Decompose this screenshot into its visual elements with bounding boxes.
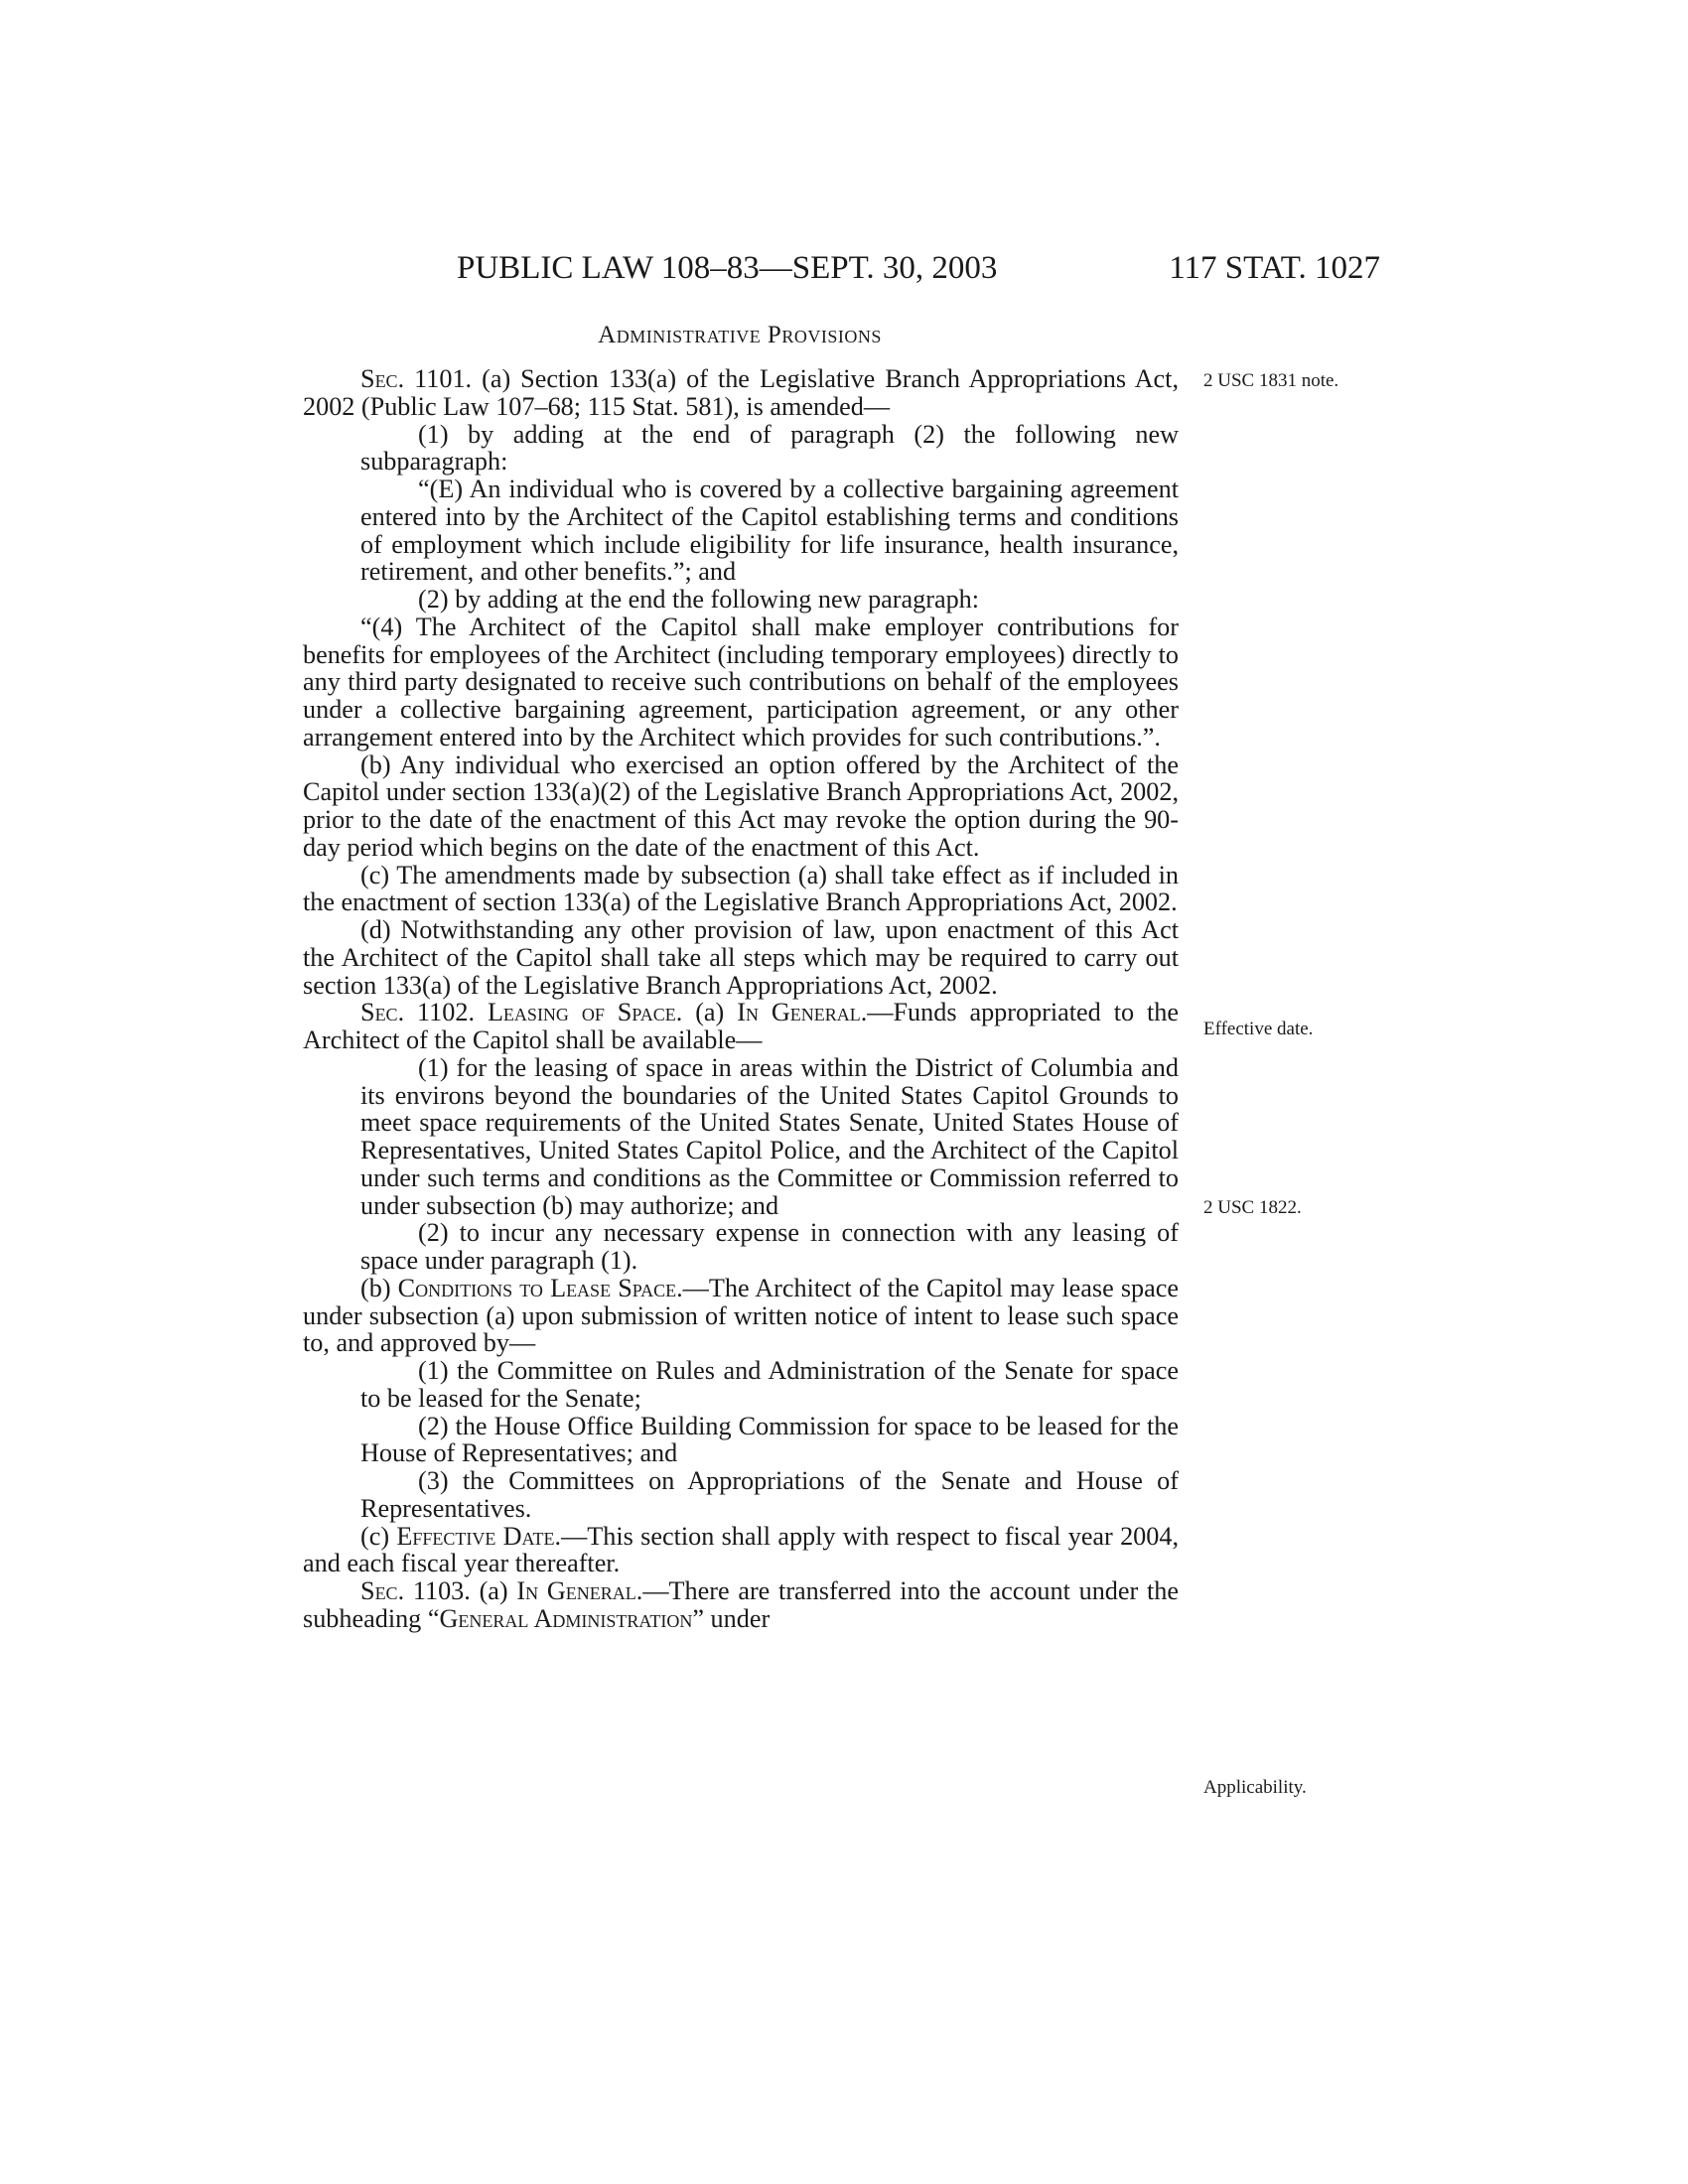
section-heading: Administrative Provisions <box>598 322 882 348</box>
sec-number: 1102. <box>404 998 488 1027</box>
sec-label: Sec. <box>360 364 405 393</box>
sec-1103-a-text-end: ” under <box>692 1603 771 1633</box>
margin-note-usc-1822: 2 USC 1822. <box>1203 1197 1302 1218</box>
margin-note-effective-date: Effective date. <box>1203 1019 1314 1039</box>
sec-1102-a-2: (2) to incur any necessary expense in connection with any leasing of space under paragraph (1). <box>360 1218 1179 1275</box>
subsec-label: (a) <box>682 998 738 1027</box>
subsec-heading: In General. <box>516 1576 643 1605</box>
sec-1101-a-2-4: “(4) The Architect of the Capitol shall make employer contributions for benefits for employees of the Architect (including temporary employees) directly to any third party designated to receive such contributions on behalf of the employees under a collective bargaining agreement, participation agreement, or any other arrangement entered into by the Architect which provides for such contributions.”. <box>303 612 1179 751</box>
sec-1102-a-text: —Funds appropriated to the Architect of the Capitol shall be available— <box>303 998 1179 1054</box>
sec-label: Sec. <box>360 1576 405 1605</box>
page-number: 117 STAT. 1027 <box>1169 250 1380 286</box>
sec-1101-a-2: (2) by adding at the end the following new paragraph: <box>418 585 980 614</box>
sec-1102-c-text: —This section shall apply with respect to fiscal year 2004, and each fiscal year thereafter. <box>303 1521 1179 1578</box>
subsec-label: (b) <box>360 1273 398 1302</box>
sec-1102-b-2: (2) the House Office Building Commission for space to be leased for the House of Representatives; and <box>360 1411 1179 1468</box>
sec-1101-d: (d) Notwithstanding any other provision of law, upon enactment of this Act the Architect of the Capitol shall take all steps which may be required to carry out section 133(a) of the Legislative Branch Appropriations Act, 2002. <box>303 915 1179 1000</box>
sec-1102-c <box>303 1523 1179 1578</box>
sec-1101-a-1-E: “(E) An individual who is covered by a collective bargaining agreement entered into by the Architect of the Capitol establishing terms and conditions of employment which include eligibility for life insurance, health insurance, retirement, and other benefits.”; and <box>360 475 1179 587</box>
margin-note-usc-1831: 2 USC 1831 note. <box>1203 370 1339 391</box>
subheading-name: General Administration <box>439 1603 693 1633</box>
sec-1102-b-3: (3) the Committees on Appropriations of the Senate and House of Representatives. <box>360 1466 1179 1523</box>
sec-1103-a <box>303 1577 1179 1633</box>
sec-1101-a <box>303 365 1179 421</box>
sec-label: Sec. <box>360 998 405 1027</box>
sec-title: Leasing of Space. <box>487 998 683 1027</box>
subsec-heading: Effective Date. <box>396 1521 562 1551</box>
body-text <box>303 365 1179 1633</box>
running-head: PUBLIC LAW 108–83—SEPT. 30, 2003 <box>457 250 998 286</box>
sec-1102-b-1: (1) the Committee on Rules and Administration of the Senate for space to be leased for the Senate; <box>360 1356 1179 1413</box>
subsec-heading: In General. <box>737 998 868 1027</box>
sec-1101-a-1: (1) by adding at the end of paragraph (2) the following new subparagraph: <box>360 419 1179 477</box>
sec-number: 1103. (a) <box>404 1576 517 1605</box>
subsec-heading: Conditions to Lease Space. <box>397 1273 683 1302</box>
sec-1101-a-text: 1101. (a) Section 133(a) of the Legislative Branch Appropriations Act, 2002 (Public Law 107–68; 115 Stat. 581), is amended— <box>303 364 1179 421</box>
margin-note-applicability: Applicability. <box>1203 1777 1307 1798</box>
subsec-label: (c) <box>360 1521 397 1551</box>
sec-1102-b <box>303 1275 1179 1357</box>
sec-1101-c: (c) The amendments made by subsection (a) shall take effect as if included in the enactment of section 133(a) of the Legislative Branch Appropriations Act, 2002. <box>303 860 1179 917</box>
page-header <box>298 244 1380 292</box>
sec-1103-a-text: —There are transferred into the account under the subheading “ <box>303 1576 1179 1633</box>
sec-1101-b: (b) Any individual who exercised an option offered by the Architect of the Capitol under section 133(a)(2) of the Legislative Branch Appropriations Act, 2002, prior to the date of the enactment of this Act may revoke the option during the 90-day period which begins on the date of the enactment of this Act. <box>303 750 1179 862</box>
sec-1102-a-1: (1) for the leasing of space in areas within the District of Columbia and its environs beyond the boundaries of the United States Capitol Grounds to meet space requirements of the United States Senate, United States House of Representatives, United States Capitol Police, and the Architect of the Capitol under such terms and conditions as the Committee or Commission referred to under subsection (b) may authorize; and <box>360 1052 1179 1220</box>
sec-1102-b-text: —The Architect of the Capitol may lease space under subsection (a) upon submission of written notice of intent to lease such space to, and approved by— <box>303 1273 1179 1358</box>
sec-1102-a <box>303 999 1179 1054</box>
